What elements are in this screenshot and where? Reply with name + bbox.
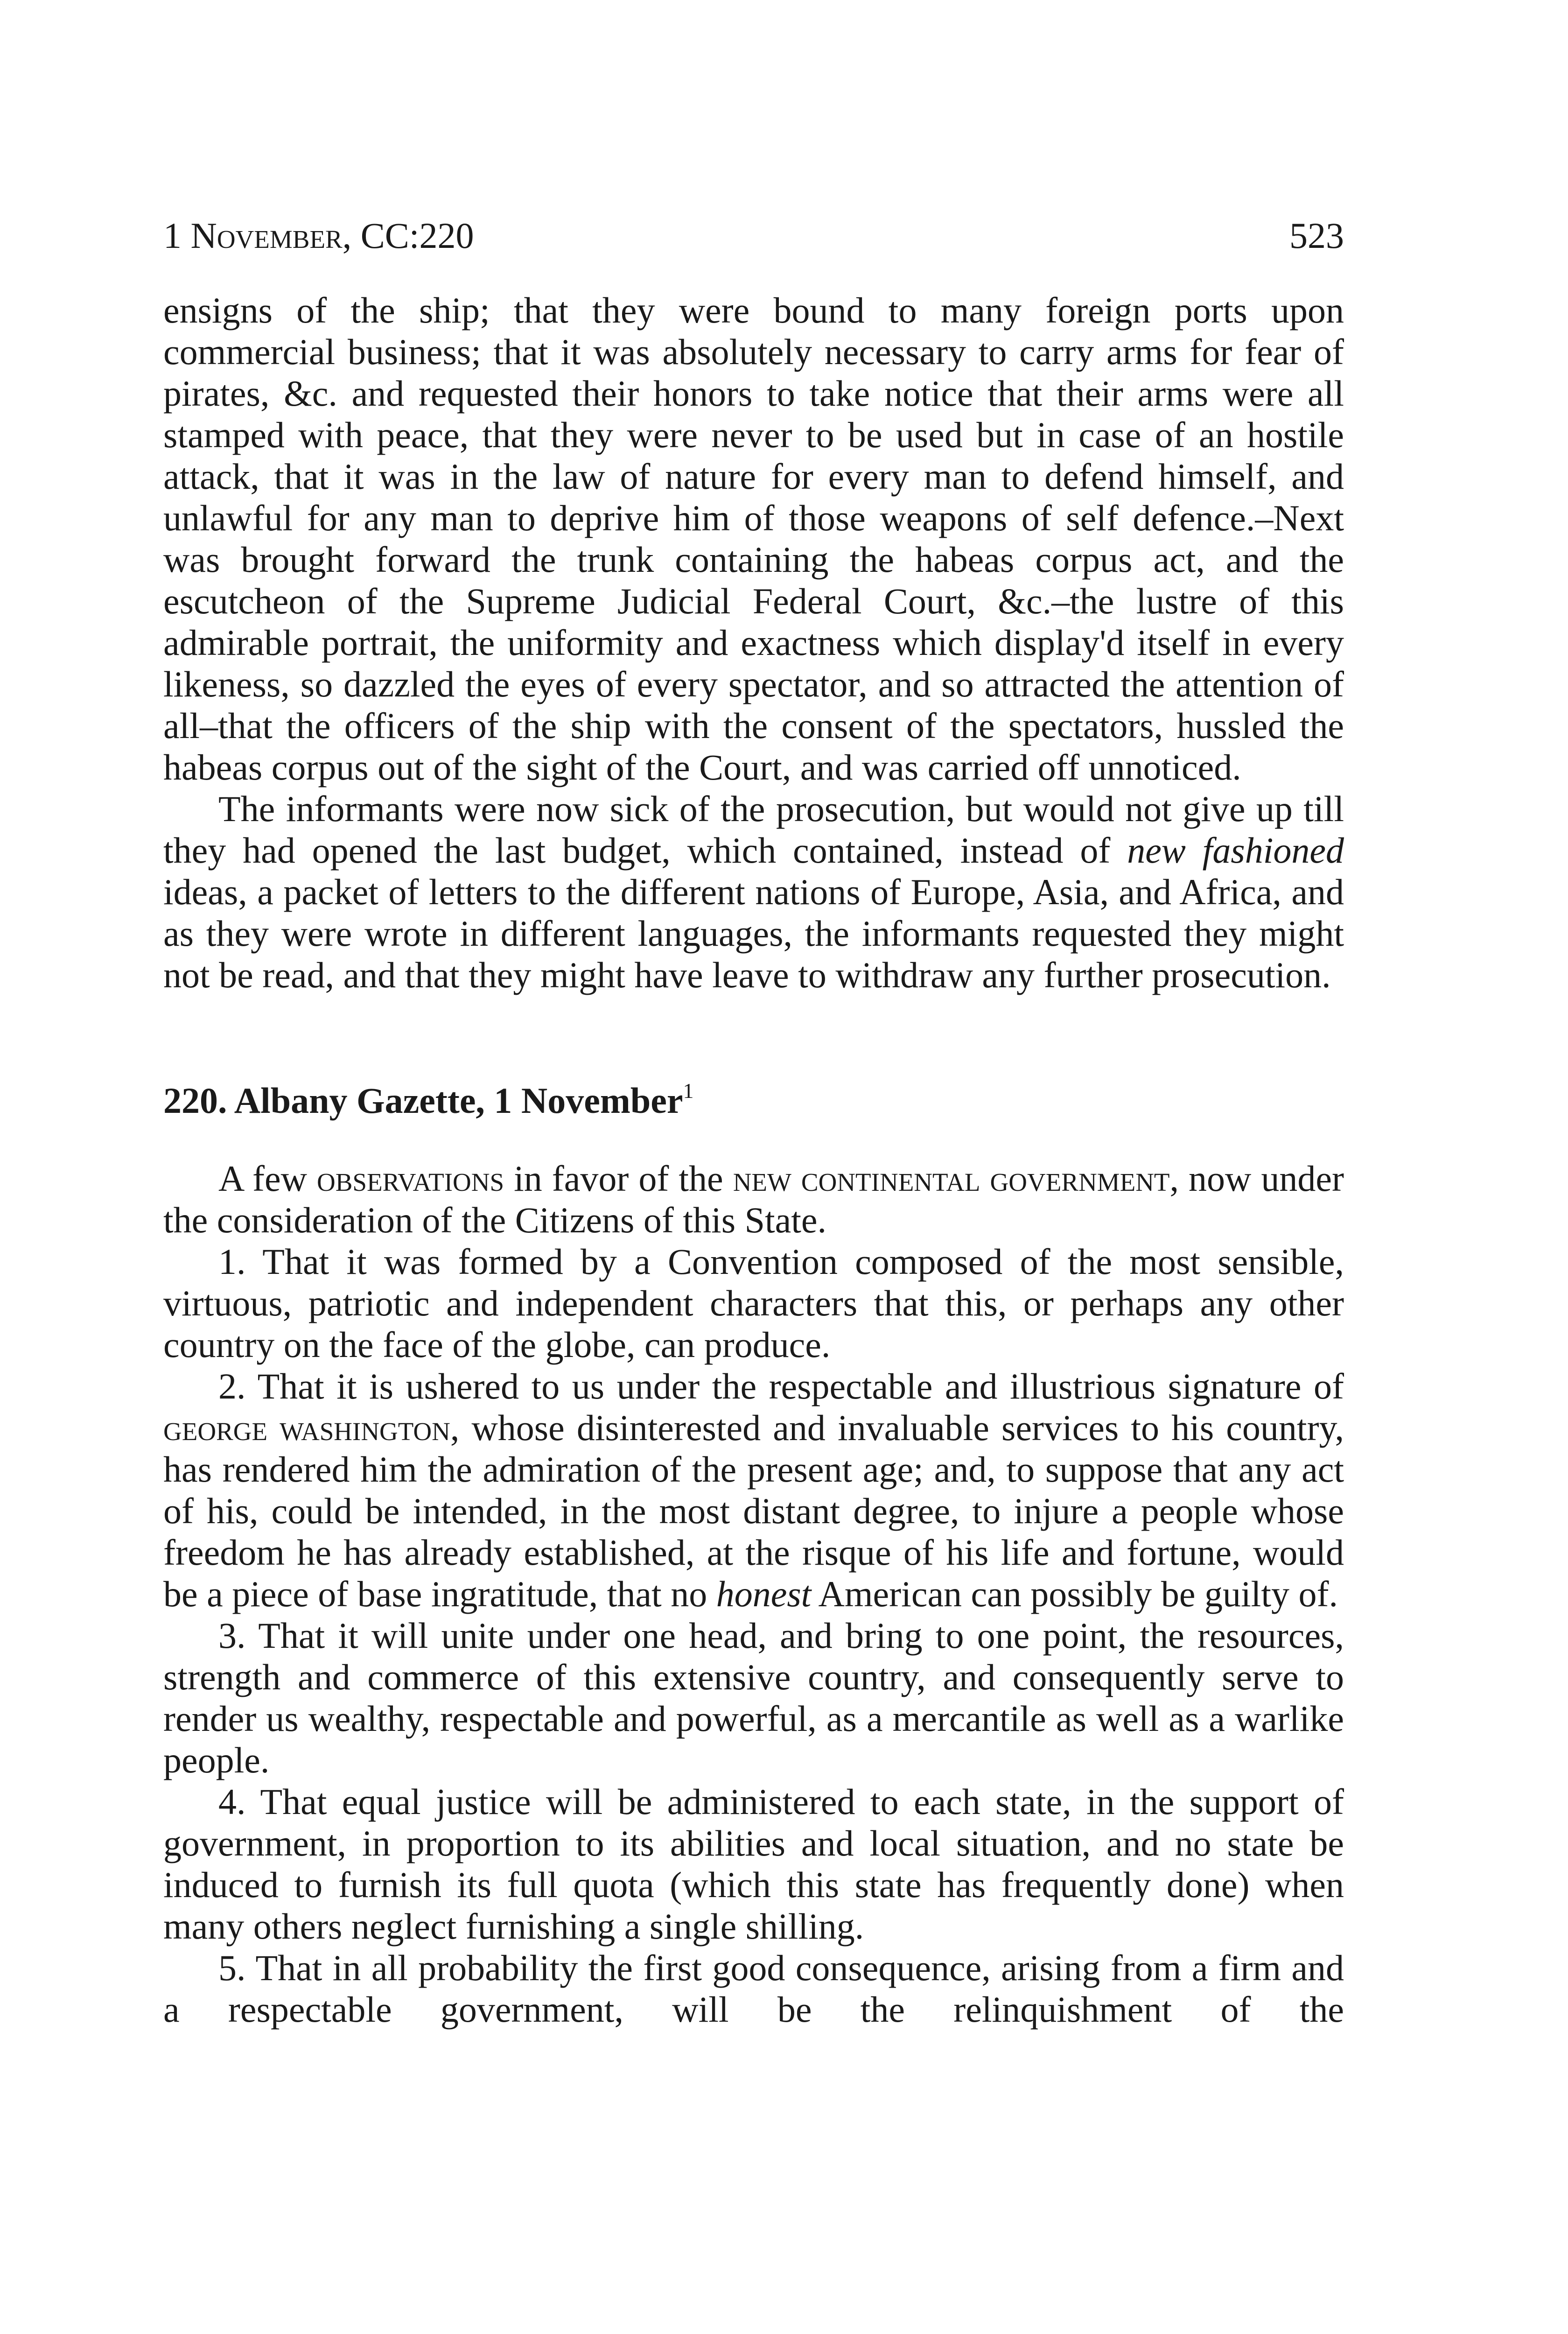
italic-phrase: new fashioned xyxy=(1127,830,1344,871)
continuation-paragraph-1: ensigns of the ship; that they were bound to many foreign ports upon commercial business; that it was absolutely necessary to carry arms for fear of pirates, &c. and requested their honors to take notice that their arms were all stamped with peace, that they were never to be used but in case of an hostile attack, that it was in the law of nature for every man to defend himself, and unlawful for any man to deprive him of those weapons of self defence.–Next was brought forward the trunk containing the habeas corpus act, and the escutcheon of the Supreme Judicial Federal Court, &c.–the lustre of this admirable portrait, the uniformity and exactness which display'd itself in every likeness, so dazzled the eyes of every spectator, and so attracted the attention of all–that the officers of the ship with the consent of the spectators, hussled the habeas corpus out of the sight of the Court, and was carried off unnoticed. xyxy=(163,290,1344,787)
intro-paragraph xyxy=(163,1158,1344,1241)
observation-item-2 xyxy=(163,1365,1344,1615)
continuation-paragraph-2 xyxy=(163,788,1344,996)
observation-item-3: 3. That it will unite under one head, and bring to one point, the resources, strength and commerce of this extensive country, and consequently serve to render us wealthy, respectable and powerful, as a mercantile as well as a warlike people. xyxy=(163,1615,1344,1780)
body-text xyxy=(163,289,1344,2030)
observation-item-1: 1. That it was formed by a Convention composed of the most sensible, virtuous, patriotic and independent characters that this, or perhaps any other country on the face of the globe, can produce. xyxy=(163,1241,1344,1365)
running-head-doc-ref: CC:220 xyxy=(360,215,474,256)
paragraph-text: , now under the consideration of the Citizens of this State. xyxy=(163,1158,1344,1240)
paragraph-text: A few xyxy=(218,1158,317,1199)
page-number: 523 xyxy=(1289,215,1344,256)
paragraph-text: , whose disinterested and invaluable services to his country, has rendered him the admiration of the present age; and, to suppose that any act of his, could be intended, in the most distant degree, to injure a people whose freedom he has already established, at the risque of his life and fortune, would be a piece of base ingratitude, that no xyxy=(163,1407,1344,1614)
small-caps-phrase: observations xyxy=(317,1158,504,1199)
footnote-marker: 1 xyxy=(683,1079,694,1103)
running-head-date: 1 November xyxy=(163,215,343,256)
small-caps-name: george washington xyxy=(163,1407,450,1448)
running-head-left: 1 November, CC:220 xyxy=(163,215,474,256)
italic-word: honest xyxy=(716,1574,812,1614)
paragraph-text: in favor of the xyxy=(504,1158,733,1199)
observation-item-5: 5. That in all probability the first good consequence, arising from a firm and a respectable government, will be the relinquishment of the xyxy=(163,1947,1344,2030)
paragraph-text: The informants were now sick of the prosecution, but would not give up till they had opened the last budget, which contained, instead of xyxy=(163,788,1344,871)
section-heading-text: 220. Albany Gazette, 1 November xyxy=(163,1080,683,1121)
section-heading xyxy=(163,1080,1344,1121)
observation-item-4: 4. That equal justice will be administered to each state, in the support of government, in proportion to its abilities and local situation, and no state be induced to furnish its full quota (which this state has frequently done) when many others neglect furnishing a single shilling. xyxy=(163,1781,1344,1947)
paragraph-text: American can possibly be guilty of. xyxy=(811,1574,1338,1614)
paragraph-text: 2. That it is ushered to us under the respectable and illustrious signature of xyxy=(218,1366,1344,1406)
running-head xyxy=(163,210,1344,261)
paragraph-text: ideas, a packet of letters to the different nations of Europe, Asia, and Africa, and as they were wrote in different languages, the informants requested they might not be read, and that they might have leave to withdraw any further prosecution. xyxy=(163,872,1344,995)
small-caps-phrase: new continental government xyxy=(733,1158,1170,1199)
